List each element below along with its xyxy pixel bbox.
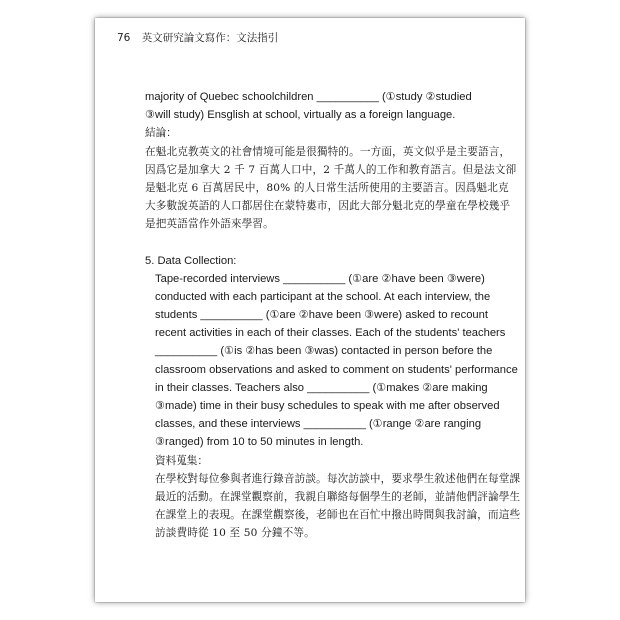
chinese-translation-2 [145,470,521,543]
text-line: ③will study) Ensglish at school, virtually as a foreign language. [145,109,456,122]
text-line: 最近的活動。在課堂觀察前，我親自聯絡每個學生的老師，並請他們評論學生 [155,490,521,503]
text-line: 訪談費時從 10 至 50 分鐘不等。 [155,527,315,540]
text-line: conducted with each participant at the school. At each interview, the [155,290,491,303]
page-number: 76 [117,32,131,44]
running-head [117,30,278,45]
section-gap [145,234,505,252]
page-body [145,88,521,543]
exercise-paragraph-2 [145,270,518,452]
text-line: classes, and these interviews __________ (①range ②are ranging [155,418,482,431]
text-line: __________ (①is ②has been ③was) contacted in person before the [155,345,493,358]
text-line: ③made) time in their busy schedules to speak with me after observed [155,400,500,412]
text-line: in their classes. Teachers also __________ (①makes ②are making [155,381,488,394]
book-title: 英文研究論文寫作：文法指引 [141,32,279,44]
text-line: 在魁北克教英文的社會情境可能是很獨特的。一方面，英文似乎是主要語言， [145,145,511,158]
text-line: 在學校對每位參與者進行錄音訪談。每次訪談中，要求學生敘述他們在每堂課 [155,472,521,485]
text-line: Tape-recorded interviews __________ (①are ②have been ③were) [155,272,485,285]
text-line: majority of Quebec schoolchildren __________ (①study ②studied [145,91,472,103]
text-line: 是把英語當作外語來學習。 [145,218,274,231]
text-line: 是魁北克 6 百萬居民中，80% 的人日常生活所使用的主要語言。因爲魁北克 [145,181,509,194]
text-line: 在課堂上的表現。在課堂觀察後，老師也在百忙中撥出時間與我討論，而這些 [155,509,521,522]
text-line: recent activities in each of their classes. Each of the students' teachers [155,327,506,340]
text-line: 大多數說英語的人口都居住在蒙特婁市，因此大部分魁北克的學童在學校幾乎 [145,200,511,213]
chinese-translation-1 [145,143,517,234]
text-line: 因爲它是加拿大 2 千 7 百萬人口中，2 千萬人的工作和教育語言。但是法文卻 [145,163,517,176]
conclusion-heading: 結論： [145,127,177,140]
text-line: ③ranged) from 10 to 50 minutes in length. [155,436,364,449]
text-line: classroom observations and asked to comment on students' performance [155,363,518,376]
exercise-paragraph-1 [145,88,505,124]
data-collection-zh-heading: 資料蒐集： [155,454,208,467]
book-page [95,18,525,602]
section-heading: 5. Data Collection: [145,254,237,267]
text-line: students __________ (①are ②have been ③were) asked to recount [155,309,488,322]
